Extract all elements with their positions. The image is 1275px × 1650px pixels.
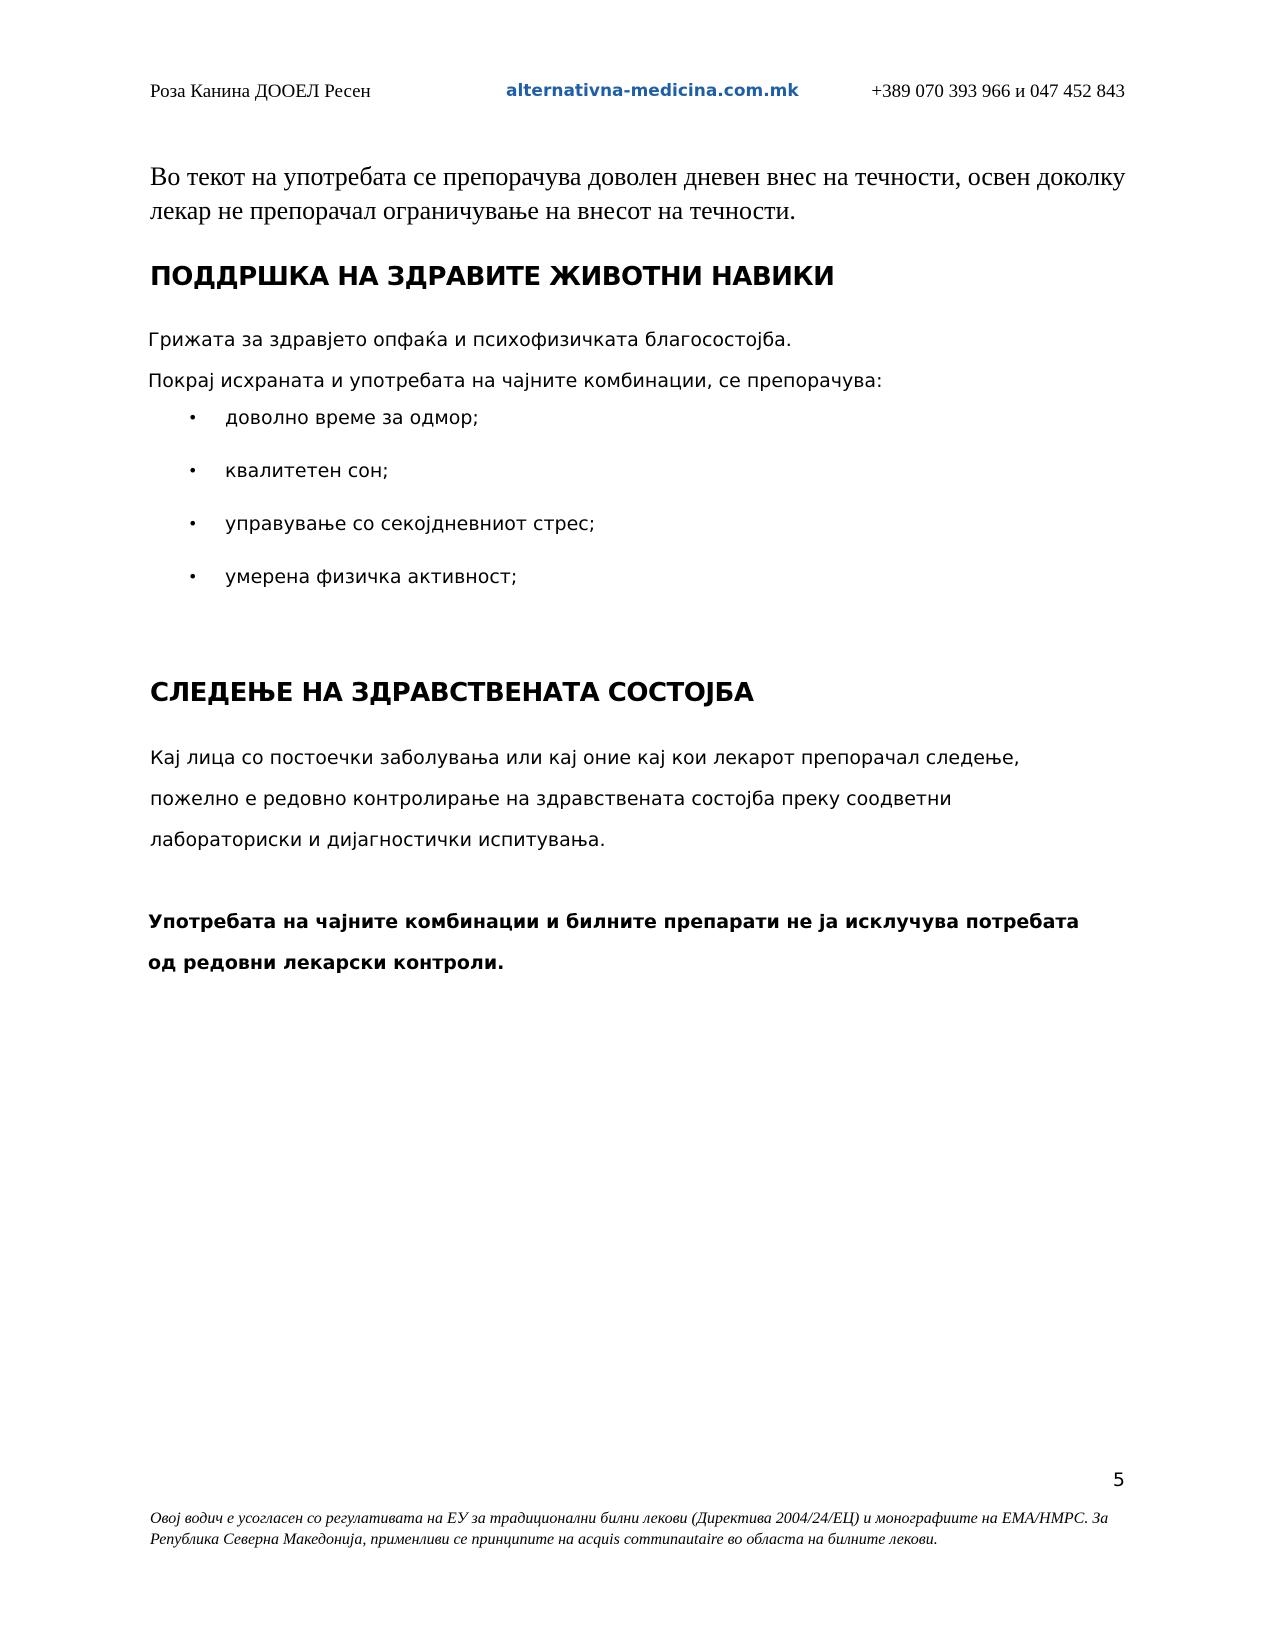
company-name: Роза Канина ДООЕЛ Ресен [150,81,371,102]
monitoring-note: Употребата на чајните комбинации и билните препарати не ја исклучува потребата од редовни лекарски контроли. [148,911,1080,974]
page-number: 5 [1112,1469,1125,1491]
intro-paragraph: Во текот на употребата се препорачува доволен дневен внес на течности, освен доколку лекар не препорачал ограничување на внесот на течности. [150,162,1126,225]
bullet-icon: • [188,461,198,480]
habits-paragraph-1: Грижата за здравјето опфаќа и психофизичката благосостојба. [148,329,792,351]
page-header [150,78,1125,108]
list-item [150,403,595,456]
bullet-icon: • [188,567,198,586]
website-link[interactable]: alternativna-medicina.com.mk [506,81,799,101]
list-item [150,509,595,562]
monitoring-heading: СЛЕДЕЊЕ НА ЗДРАВСТВЕНАТА СОСТОЈБА [150,678,754,708]
list-item [150,456,595,509]
list-item-text: доволно време за одмор; [225,407,479,429]
habits-bullet-list [150,403,595,615]
monitoring-paragraph: Кај лица со постоечки заболувања или кај оние кај кои лекарот препорачал следење, пожелно е редовно контролирање на здравствената состојба преку соодветни лабораториски и дијагностички испитувања. [150,747,1020,851]
habits-paragraph-2: Покрај исхраната и употребата на чајните комбинации, се препорачува: [148,370,883,392]
list-item [150,562,595,615]
footer-disclaimer: Овој водич е усогласен со регулативата на ЕУ за традиционални билни лекови (Директива 2004/24/ЕЦ) и монографиите на EMA/HMPC. За Република Северна Македонија, применливи се принципите на acquis communautaire во областа на билните лекови. [150,1510,1109,1548]
phone-numbers: +389 070 393 966 и 047 452 843 [871,81,1125,102]
bullet-icon: • [188,514,198,533]
habits-heading: ПОДДРШКА НА ЗДРАВИТЕ ЖИВОТНИ НАВИКИ [150,262,835,292]
list-item-text: квалитетен сон; [225,460,389,482]
list-item-text: управување со секојдневниот стрес; [225,513,596,535]
bullet-icon: • [188,408,198,427]
list-item-text: умерена физичка активност; [225,566,518,588]
